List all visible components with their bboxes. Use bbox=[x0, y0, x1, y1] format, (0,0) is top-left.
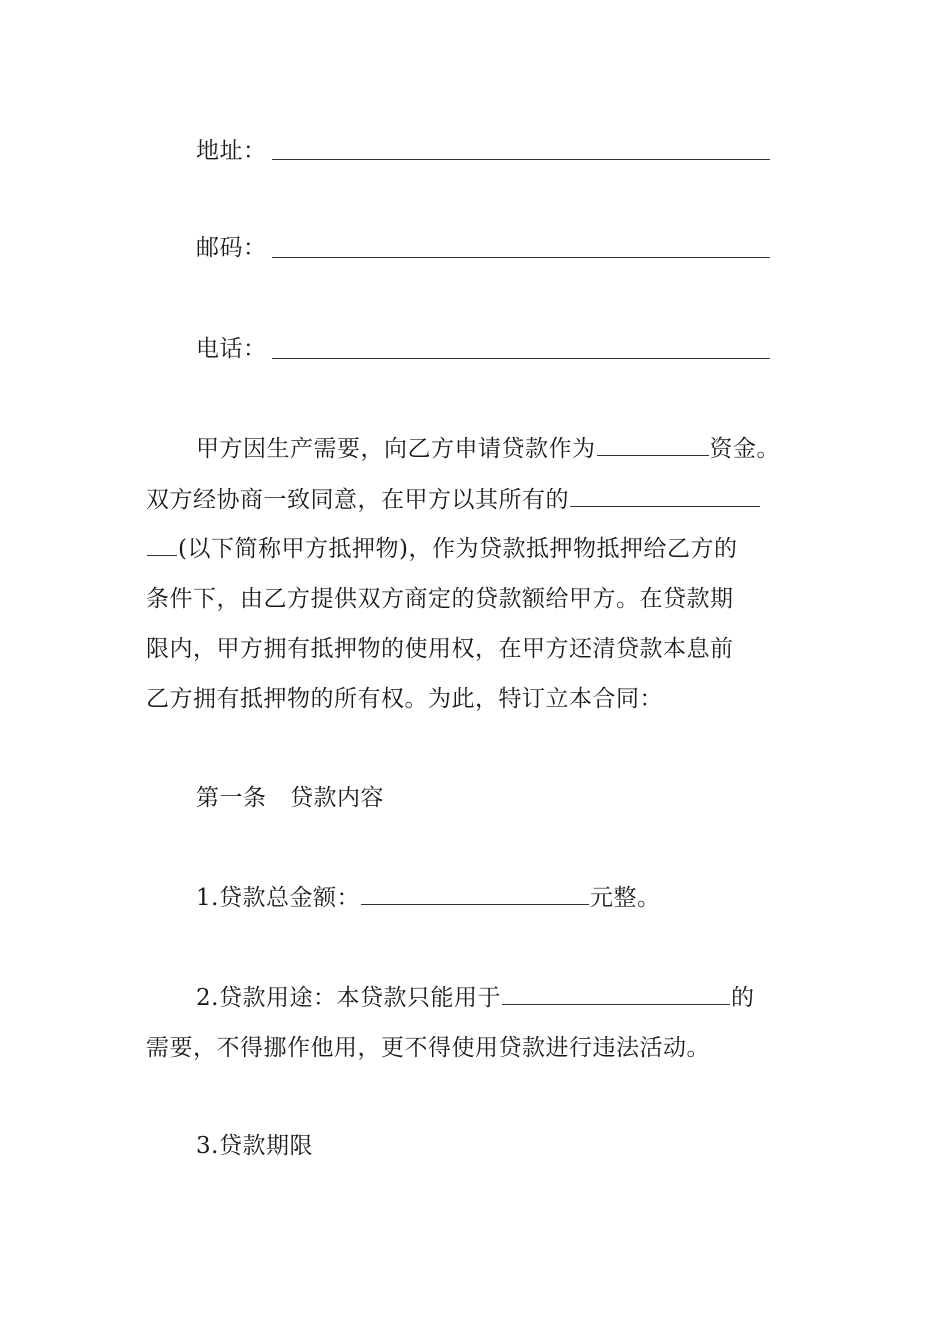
preamble-line-2 bbox=[146, 484, 761, 515]
collateral-blank-a bbox=[570, 484, 760, 507]
loan-amount-label: 1.贷款总金额： bbox=[196, 885, 360, 911]
preamble-line-2-text: 双方经协商一致同意，在甲方以其所有的 bbox=[146, 487, 569, 513]
postcode-blank bbox=[272, 256, 770, 258]
postcode-label: 邮码： bbox=[196, 235, 267, 261]
preamble-line-1 bbox=[196, 433, 780, 464]
article-1-heading: 第一条 贷款内容 bbox=[196, 785, 384, 811]
address-label: 地址： bbox=[196, 138, 267, 164]
loan-amount-blank bbox=[361, 882, 589, 905]
preamble-line-1-end: 资金。 bbox=[709, 436, 780, 462]
loan-purpose-suffix: 的 bbox=[730, 985, 755, 1011]
preamble-line-6: 乙方拥有抵押物的所有权。为此，特订立本合同： bbox=[146, 686, 663, 712]
loan-purpose-label: 2.贷款用途：本贷款只能用于 bbox=[196, 985, 501, 1011]
preamble-line-1-start: 甲方因生产需要，向乙方申请贷款作为 bbox=[196, 436, 596, 462]
funding-purpose-blank bbox=[597, 433, 709, 456]
preamble-line-3-text: (以下简称甲方抵押物)，作为贷款抵押物抵押给乙方的 bbox=[178, 536, 738, 562]
phone-blank bbox=[272, 357, 770, 359]
loan-purpose-blank bbox=[502, 982, 730, 1005]
preamble-line-4: 条件下，由乙方提供双方商定的贷款额给甲方。在贷款期 bbox=[146, 586, 734, 612]
preamble-line-3 bbox=[146, 533, 737, 564]
article-1-item-2-cont: 需要，不得挪作他用，更不得使用贷款进行违法活动。 bbox=[146, 1035, 710, 1061]
article-1-item-2 bbox=[196, 982, 754, 1013]
collateral-blank-b bbox=[147, 533, 177, 556]
preamble-line-5: 限内，甲方拥有抵押物的使用权，在甲方还清贷款本息前 bbox=[146, 636, 734, 662]
article-1-item-1 bbox=[196, 882, 660, 913]
address-blank bbox=[272, 158, 770, 160]
loan-amount-unit: 元整。 bbox=[589, 885, 661, 911]
article-1-item-3: 3.贷款期限 bbox=[196, 1133, 313, 1159]
phone-label: 电话： bbox=[196, 336, 267, 362]
